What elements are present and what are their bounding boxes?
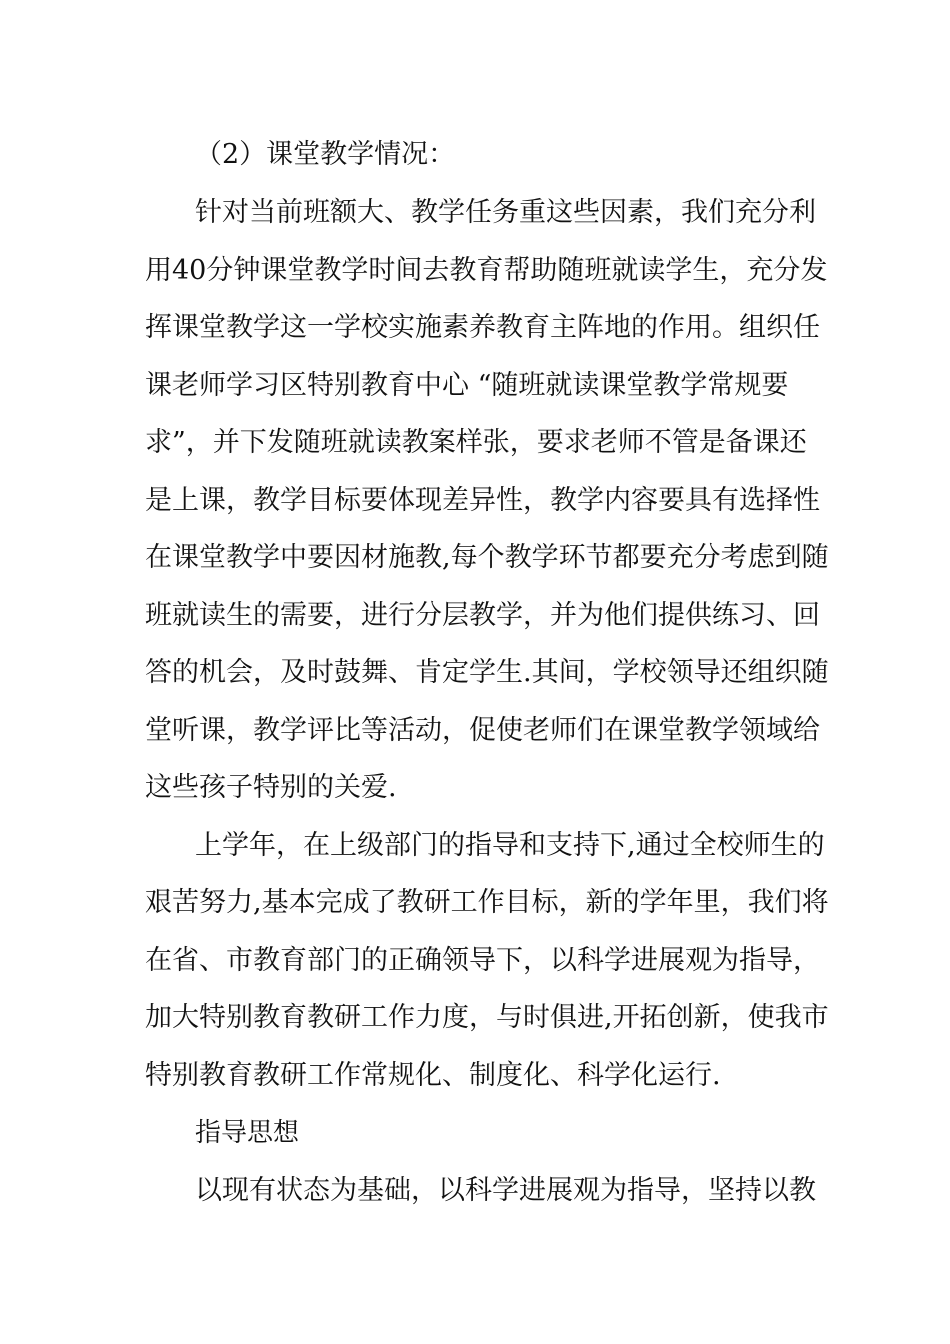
paragraph-line: 加大特别教育教研工作力度，与时俱进,开拓创新，使我市 [145, 1002, 829, 1033]
subheading: 指导思想 [195, 1118, 300, 1148]
paragraph-line: 艰苦努力,基本完成了教研工作目标，新的学年里，我们将 [145, 887, 829, 918]
paragraph-line: 用40分钟课堂教学时间去教育帮助随班就读学生，充分发 [145, 255, 828, 286]
paragraph-line: 针对当前班额大、教学任务重这些因素，我们充分利 [195, 197, 816, 228]
paragraph-line: 以现有状态为基础，以科学进展观为指导，坚持以教 [195, 1175, 816, 1206]
paragraph-line: 上学年，在上级部门的指导和支持下,通过全校师生的 [195, 830, 825, 861]
paragraph-line: 在课堂教学中要因材施教,每个教学环节都要充分考虑到随 [145, 542, 829, 573]
paragraph-line: 这些孩子特别的关爱. [145, 772, 397, 803]
paragraph-line: 特别教育教研工作常规化、制度化、科学化运行. [145, 1060, 721, 1091]
paragraph-line: 答的机会，及时鼓舞、肯定学生.其间，学校领导还组织随 [145, 657, 829, 688]
paragraph-line: 课老师学习区特别教育中心 “随班就读课堂教学常规要 [145, 370, 789, 401]
paragraph-line: 班就读生的需要，进行分层教学，并为他们提供练习、回 [145, 600, 820, 631]
paragraph-line: 堂听课，教学评比等活动，促使老师们在课堂教学领域给 [145, 715, 820, 746]
paragraph-line: 是上课，教学目标要体现差异性，教学内容要具有选择性 [145, 485, 820, 516]
section-heading: （2）课堂教学情况： [195, 139, 456, 170]
paragraph-line: 求”，并下发随班就读教案样张，要求老师不管是备课还 [145, 427, 807, 458]
paragraph-line: 在省、市教育部门的正确领导下，以科学进展观为指导， [145, 945, 820, 976]
paragraph-line: 挥课堂教学这一学校实施素养教育主阵地的作用。组织任 [145, 312, 820, 343]
